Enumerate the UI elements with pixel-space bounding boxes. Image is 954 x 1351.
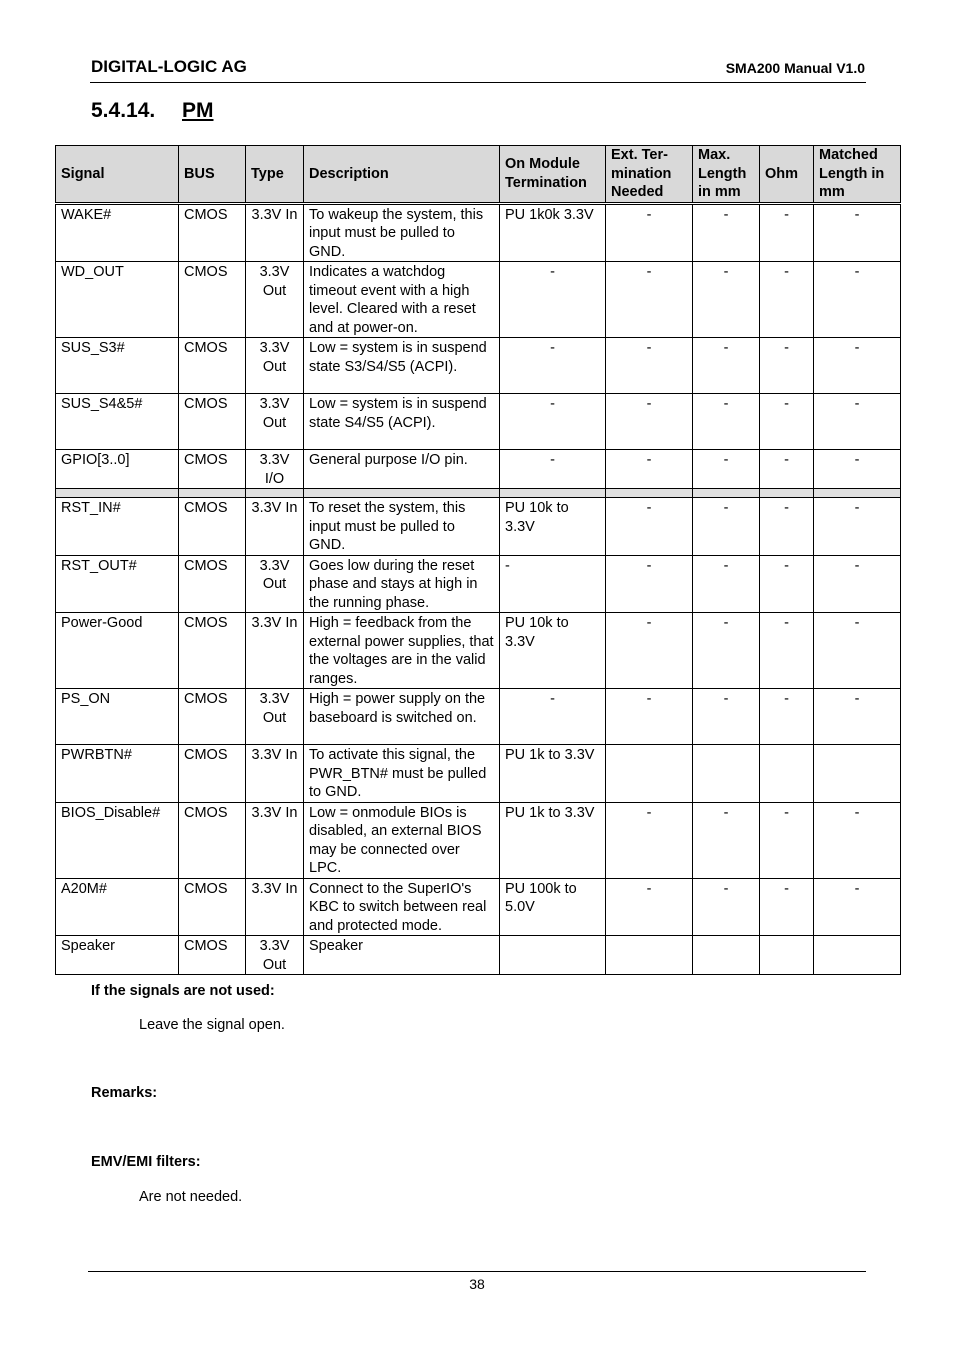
column-header: Signal (56, 146, 179, 204)
cell-bus: CMOS (179, 555, 246, 613)
cell-matched: - (814, 262, 901, 338)
cell-description: To wakeup the system, this input must be pulled to GND. (304, 203, 500, 262)
separator-cell (179, 489, 246, 498)
cell-signal: PS_ON (56, 689, 179, 745)
company-name: DIGITAL-LOGIC AG (91, 57, 247, 76)
cell-ohm: - (760, 555, 814, 613)
cell-matched: - (814, 338, 901, 394)
cell-signal: RST_IN# (56, 498, 179, 556)
cell-maxlen: - (693, 878, 760, 936)
cell-type: 3.3V Out (246, 338, 304, 394)
table-row (56, 338, 901, 394)
cell-ext (606, 936, 693, 975)
cell-maxlen: - (693, 262, 760, 338)
cell-matched (814, 745, 901, 803)
cell-signal: SUS_S3# (56, 338, 179, 394)
cell-ext: - (606, 262, 693, 338)
cell-bus: CMOS (179, 613, 246, 689)
cell-ext: - (606, 338, 693, 394)
cell-ext: - (606, 203, 693, 262)
cell-signal: Speaker (56, 936, 179, 975)
cell-ext: - (606, 394, 693, 450)
cell-ohm: - (760, 498, 814, 556)
cell-description: High = feedback from the external power supplies, that the voltages are in the valid ranges. (304, 613, 500, 689)
table-row (56, 203, 901, 262)
cell-description: General purpose I/O pin. (304, 450, 500, 489)
cell-bus: CMOS (179, 450, 246, 489)
cell-description: Low = system is in suspend state S3/S4/S5 (ACPI). (304, 338, 500, 394)
column-header: On Module Termination (500, 146, 606, 204)
cell-bus: CMOS (179, 498, 246, 556)
cell-ohm: - (760, 450, 814, 489)
separator-cell (606, 489, 693, 498)
unused-heading: If the signals are not used: (91, 983, 275, 999)
cell-ext: - (606, 802, 693, 878)
remarks-heading: Remarks: (91, 1085, 158, 1101)
separator-cell (760, 489, 814, 498)
column-header: Description (304, 146, 500, 204)
table-row (56, 394, 901, 450)
cell-termination: PU 1k to 3.3V (500, 802, 606, 878)
cell-type: 3.3V Out (246, 262, 304, 338)
cell-termination: PU 10k to 3.3V (500, 613, 606, 689)
table-header-row (56, 146, 901, 204)
cell-bus: CMOS (179, 689, 246, 745)
cell-matched: - (814, 689, 901, 745)
cell-type: 3.3V Out (246, 936, 304, 975)
column-header: BUS (179, 146, 246, 204)
cell-ext: - (606, 555, 693, 613)
cell-signal: GPIO[3..0] (56, 450, 179, 489)
cell-ohm: - (760, 394, 814, 450)
cell-signal: WAKE# (56, 203, 179, 262)
cell-description: Goes low during the reset phase and stays at high in the running phase. (304, 555, 500, 613)
cell-description: Low = onmodule BIOs is disabled, an external BIOS may be connected over LPC. (304, 802, 500, 878)
page-number: 38 (469, 1276, 485, 1292)
cell-type: 3.3V In (246, 745, 304, 803)
cell-signal: Power-Good (56, 613, 179, 689)
cell-bus: CMOS (179, 203, 246, 262)
cell-maxlen: - (693, 450, 760, 489)
cell-description: High = power supply on the baseboard is switched on. (304, 689, 500, 745)
cell-signal: PWRBTN# (56, 745, 179, 803)
column-header: Ohm (760, 146, 814, 204)
cell-ohm: - (760, 338, 814, 394)
cell-maxlen: - (693, 555, 760, 613)
cell-termination: - (500, 338, 606, 394)
cell-ohm (760, 936, 814, 975)
separator-cell (304, 489, 500, 498)
table-row (56, 450, 901, 489)
cell-termination: - (500, 394, 606, 450)
separator-cell (56, 489, 179, 498)
cell-ohm: - (760, 689, 814, 745)
signal-table (55, 145, 901, 975)
cell-termination: - (500, 262, 606, 338)
column-header: Ext. Ter- mination Needed (606, 146, 693, 204)
table-row (56, 262, 901, 338)
footer-divider (88, 1271, 866, 1272)
cell-maxlen: - (693, 498, 760, 556)
column-header: Matched Length in mm (814, 146, 901, 204)
cell-bus: CMOS (179, 936, 246, 975)
cell-ohm: - (760, 878, 814, 936)
page-header (90, 56, 866, 83)
cell-termination: PU 100k to 5.0V (500, 878, 606, 936)
emv-text: Are not needed. (139, 1189, 243, 1205)
cell-type: 3.3V Out (246, 689, 304, 745)
cell-ext: - (606, 498, 693, 556)
cell-matched: - (814, 613, 901, 689)
cell-bus: CMOS (179, 802, 246, 878)
cell-bus: CMOS (179, 878, 246, 936)
cell-type: 3.3V In (246, 498, 304, 556)
cell-signal: SUS_S4&5# (56, 394, 179, 450)
cell-type: 3.3V In (246, 802, 304, 878)
cell-termination: PU 1k0k 3.3V (500, 203, 606, 262)
cell-matched: - (814, 203, 901, 262)
unused-text: Leave the signal open. (139, 1017, 285, 1033)
cell-matched: - (814, 394, 901, 450)
cell-ohm: - (760, 262, 814, 338)
cell-ext: - (606, 450, 693, 489)
cell-description: Connect to the SuperIO's KBC to switch between real and protected mode. (304, 878, 500, 936)
separator-cell (693, 489, 760, 498)
section-number: 5.4.14. (91, 99, 156, 122)
cell-description: To reset the system, this input must be pulled to GND. (304, 498, 500, 556)
column-header: Type (246, 146, 304, 204)
cell-maxlen: - (693, 802, 760, 878)
cell-matched: - (814, 878, 901, 936)
cell-matched: - (814, 498, 901, 556)
cell-maxlen: - (693, 689, 760, 745)
cell-matched (814, 936, 901, 975)
column-header: Max. Length in mm (693, 146, 760, 204)
cell-description: Indicates a watchdog timeout event with a high level. Cleared with a reset and at power-on. (304, 262, 500, 338)
cell-ohm: - (760, 613, 814, 689)
section-heading (91, 99, 214, 123)
cell-termination: PU 10k to 3.3V (500, 498, 606, 556)
cell-type: 3.3V Out (246, 555, 304, 613)
table-row (56, 745, 901, 803)
cell-maxlen (693, 936, 760, 975)
cell-description: Speaker (304, 936, 500, 975)
cell-ohm: - (760, 203, 814, 262)
table-row (56, 613, 901, 689)
cell-type: 3.3V In (246, 203, 304, 262)
cell-type: 3.3V Out (246, 394, 304, 450)
cell-termination: - (500, 450, 606, 489)
table-row (56, 936, 901, 975)
cell-termination: - (500, 555, 606, 613)
cell-termination: - (500, 689, 606, 745)
cell-maxlen: - (693, 203, 760, 262)
table-row (56, 878, 901, 936)
cell-signal: BIOS_Disable# (56, 802, 179, 878)
cell-signal: WD_OUT (56, 262, 179, 338)
cell-signal: A20M# (56, 878, 179, 936)
cell-ext: - (606, 689, 693, 745)
cell-maxlen (693, 745, 760, 803)
cell-maxlen: - (693, 394, 760, 450)
cell-matched: - (814, 555, 901, 613)
cell-type: 3.3V I/O (246, 450, 304, 489)
manual-title: SMA200 Manual V1.0 (725, 60, 865, 76)
cell-matched: - (814, 450, 901, 489)
table-row (56, 689, 901, 745)
table-row (56, 555, 901, 613)
cell-signal: RST_OUT# (56, 555, 179, 613)
cell-termination (500, 936, 606, 975)
separator-cell (246, 489, 304, 498)
separator-cell (500, 489, 606, 498)
cell-ohm (760, 745, 814, 803)
cell-ext (606, 745, 693, 803)
cell-bus: CMOS (179, 745, 246, 803)
table-row (56, 498, 901, 556)
cell-maxlen: - (693, 338, 760, 394)
cell-termination: PU 1k to 3.3V (500, 745, 606, 803)
cell-description: To activate this signal, the PWR_BTN# must be pulled to GND. (304, 745, 500, 803)
cell-bus: CMOS (179, 262, 246, 338)
table-row (56, 802, 901, 878)
section-name: PM (182, 99, 214, 122)
cell-ext: - (606, 613, 693, 689)
cell-bus: CMOS (179, 394, 246, 450)
cell-bus: CMOS (179, 338, 246, 394)
table-separator-row (56, 489, 901, 498)
emv-heading: EMV/EMI filters: (91, 1154, 201, 1170)
cell-matched: - (814, 802, 901, 878)
cell-ext: - (606, 878, 693, 936)
cell-type: 3.3V In (246, 878, 304, 936)
cell-type: 3.3V In (246, 613, 304, 689)
cell-description: Low = system is in suspend state S4/S5 (ACPI). (304, 394, 500, 450)
cell-maxlen: - (693, 613, 760, 689)
cell-ohm: - (760, 802, 814, 878)
separator-cell (814, 489, 901, 498)
